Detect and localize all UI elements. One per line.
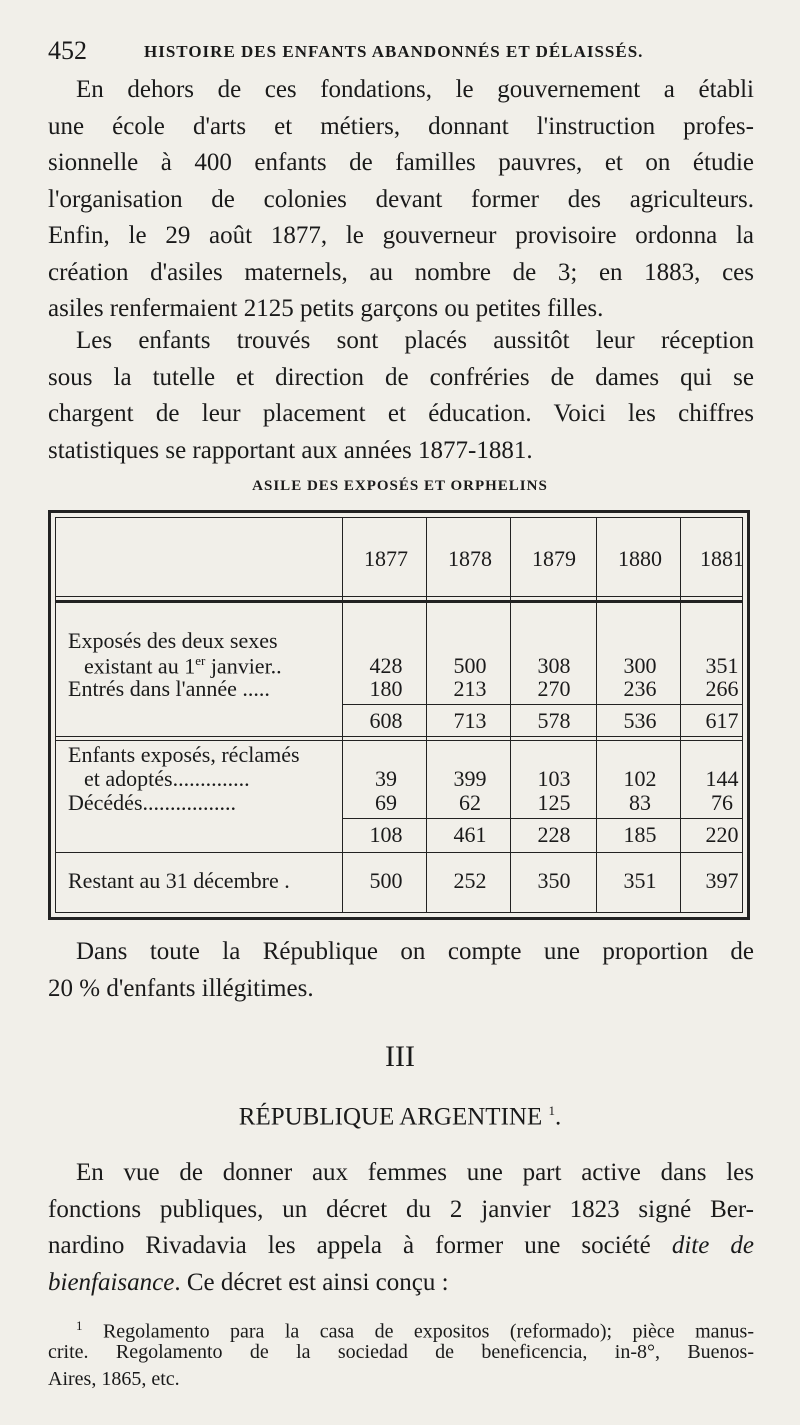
year-header: 1877 bbox=[364, 546, 408, 571]
footnote-line: crite. Regolamento de la sociedad de beneficencia, in-8°, Buenos- bbox=[48, 1341, 754, 1363]
text-line: fonctions publiques, un décret du 2 janvier 1823 signé Ber- bbox=[48, 1195, 754, 1223]
table-cell: 351 bbox=[705, 653, 739, 678]
section-title-text: RÉPUBLIQUE ARGENTINE bbox=[238, 1103, 543, 1131]
table-cell: 252 bbox=[453, 868, 487, 893]
page-number: 452 bbox=[48, 36, 87, 65]
text-line: En dehors de ces fondations, le gouvernement a établi bbox=[76, 76, 754, 103]
row-label-sup: er bbox=[195, 653, 206, 668]
table-cell: 397 bbox=[705, 868, 739, 893]
subtotal-cell: 220 bbox=[705, 822, 739, 847]
italic-text: bienfaisance bbox=[48, 1268, 175, 1296]
table-cell: 39 bbox=[375, 766, 397, 791]
text-line bbox=[48, 1228, 754, 1265]
table-cell: 83 bbox=[629, 790, 651, 815]
paragraph-4 bbox=[48, 1155, 754, 1301]
row-label-part: janvier.. bbox=[205, 653, 282, 679]
subtotal-cell: 461 bbox=[453, 822, 487, 847]
table-cell: 125 bbox=[537, 790, 571, 815]
table-cell: 399 bbox=[453, 766, 487, 791]
text-line: En vue de donner aux femmes une part active dans les bbox=[76, 1159, 754, 1186]
footnote-line bbox=[48, 1312, 754, 1343]
text-line: sous la tutelle et direction de confréries de dames qui se bbox=[48, 363, 754, 391]
row-label: Restant au 31 décembre . bbox=[68, 868, 290, 893]
footnote-marker: 1 bbox=[548, 1103, 555, 1118]
subtotal-cell: 228 bbox=[537, 822, 571, 847]
text-line: chargent de leur placement et éducation. Voici les chiffres bbox=[48, 400, 754, 427]
subtotal-cell: 578 bbox=[537, 708, 571, 733]
row-rule bbox=[56, 740, 742, 741]
text-line bbox=[48, 1265, 754, 1302]
page-header bbox=[48, 34, 760, 66]
text-span: Regolamento para la casa de expositos (reformado); pièce manus- bbox=[102, 1320, 754, 1343]
paragraph-2 bbox=[48, 323, 754, 469]
text-span: nardino Rivadavia les appela à former une société bbox=[48, 1232, 672, 1259]
subtotal-cell: 536 bbox=[623, 708, 657, 733]
table-cell: 76 bbox=[711, 790, 733, 815]
subtotal-cell: 713 bbox=[453, 708, 487, 733]
subtotal-cell: 617 bbox=[705, 708, 739, 733]
text-line: une école d'arts et métiers, donnant l'instruction profes- bbox=[48, 112, 754, 140]
table-cell: 102 bbox=[623, 766, 657, 791]
table-inner-frame bbox=[55, 517, 743, 913]
year-header: 1880 bbox=[618, 546, 662, 571]
paragraph-3 bbox=[48, 934, 754, 1007]
footnote bbox=[48, 1312, 754, 1393]
text-line: statistiques se rapportant aux années 1877-1881. bbox=[48, 436, 533, 464]
row-label-part: existant au 1 bbox=[84, 653, 196, 679]
table-cell: 351 bbox=[623, 868, 657, 893]
text-line: Dans toute la République on compte une proportion de bbox=[76, 938, 754, 965]
header-rule bbox=[56, 596, 742, 597]
row-rule bbox=[56, 736, 742, 737]
subtotal-cell: 185 bbox=[623, 822, 657, 847]
row-label: Enfants exposés, réclamés bbox=[68, 742, 300, 767]
year-header: 1879 bbox=[532, 546, 576, 571]
row-label: Décédés................. bbox=[68, 790, 237, 815]
header-rule bbox=[56, 600, 742, 603]
section-number: III bbox=[385, 1040, 415, 1073]
sum-rule bbox=[342, 704, 742, 705]
text-line: l'organisation de colonies devant former des agriculteurs. bbox=[48, 185, 754, 213]
table-cell: 500 bbox=[453, 653, 487, 678]
table-cell: 180 bbox=[369, 676, 403, 701]
table-cell: 500 bbox=[369, 868, 403, 893]
table-cell: 270 bbox=[537, 676, 571, 701]
italic-text: dite de bbox=[671, 1232, 754, 1259]
table-cell: 236 bbox=[623, 676, 657, 701]
table-cell: 350 bbox=[537, 868, 571, 893]
table-cell: 103 bbox=[537, 766, 571, 791]
year-header: 1878 bbox=[448, 546, 492, 571]
text-line: création d'asiles maternels, au nombre de 3; en 1883, ces bbox=[48, 258, 754, 286]
text-line: sionnelle à 400 enfants de familles pauvres, et on étudie bbox=[48, 149, 754, 176]
text-line: Les enfants trouvés sont placés aussitôt leur réception bbox=[76, 327, 754, 354]
footnote-line: Aires, 1865, etc. bbox=[48, 1368, 180, 1390]
subtotal-cell: 608 bbox=[369, 708, 403, 733]
table-cell: 308 bbox=[537, 653, 571, 678]
year-header: 1881 bbox=[700, 546, 744, 571]
subtotal-cell: 108 bbox=[369, 822, 403, 847]
text-line: Enfin, le 29 août 1877, le gouverneur provisoire ordonna la bbox=[48, 222, 754, 249]
sum-rule bbox=[342, 818, 742, 819]
section-title: RÉPUBLIQUE ARGENTINE $^1$. bbox=[238, 1103, 562, 1131]
table-cell: 428 bbox=[369, 653, 403, 678]
paragraph-1 bbox=[48, 72, 754, 328]
row-label: Exposés des deux sexes bbox=[68, 628, 278, 653]
row-label: et adoptés.............. bbox=[84, 766, 250, 791]
table-cell: 62 bbox=[459, 790, 481, 815]
text-line: asiles renfermaient 2125 petits garçons ou petites filles. bbox=[48, 295, 604, 322]
footnote-mark: 1 bbox=[76, 1318, 83, 1333]
table-cell: 213 bbox=[453, 676, 487, 701]
table-cell: 266 bbox=[705, 676, 739, 701]
row-rule bbox=[56, 852, 742, 853]
table-cell: 144 bbox=[705, 766, 739, 791]
table-cell: 300 bbox=[623, 653, 657, 678]
table-cell: 69 bbox=[375, 790, 397, 815]
text-span: . Ce décret est ainsi conçu : bbox=[174, 1268, 449, 1296]
statistics-table bbox=[48, 510, 750, 920]
running-head: HISTOIRE DES ENFANTS ABANDONNÉS ET DÉLAISSÉS. bbox=[144, 42, 644, 61]
text-line: 20 % d'enfants illégitimes. bbox=[48, 974, 314, 1002]
row-label: Entrés dans l'année ..... bbox=[68, 676, 270, 701]
table-title: ASILE DES EXPOSÉS ET ORPHELINS bbox=[252, 478, 548, 494]
